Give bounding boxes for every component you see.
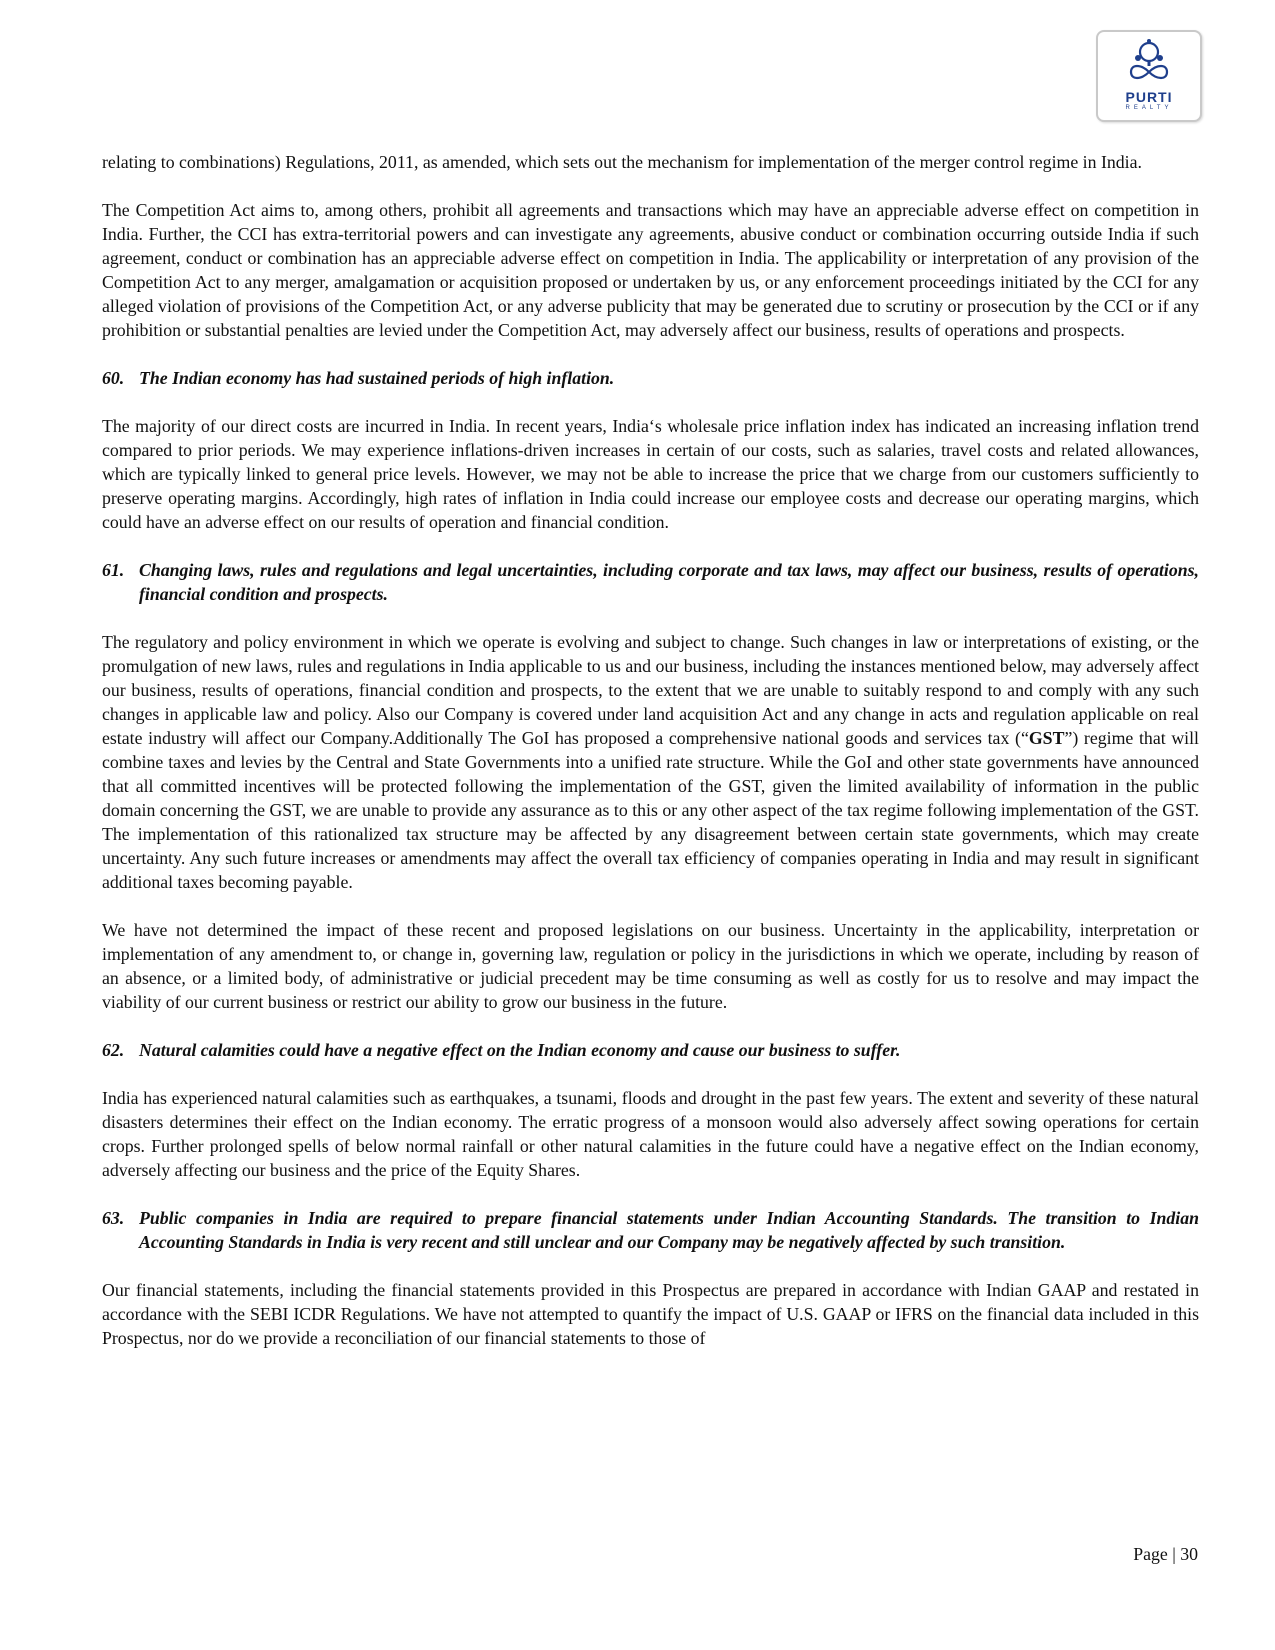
body-text: The regulatory and policy environment in which we operate is evolving and subject to change. Such changes in law or interpretations of existing, or the promulgation of new laws, rules and regulations in India applicable to us and our business, including the instances mentioned below, may adversely affect our business, results of operations, financial condition and prospects, to the extent that we are unable to suitably respond to and comply with any such changes in applicable law and policy. Also our Company is covered under land acquisition Act and any change in acts and regulation applicable on real estate industry will affect our Company.Additionally The GoI has proposed a comprehensive national goods and services tax (“ [102, 632, 1199, 748]
section-title: Changing laws, rules and regulations and legal uncertainties, including corporate and tax laws, may affect our business, results of operations, financial condition and prospects. [139, 560, 1199, 604]
purti-realty-logo-icon [1119, 36, 1179, 92]
section-heading-63 [102, 1206, 1199, 1254]
section-body-63: Our financial statements, including the financial statements provided in this Prospectus are prepared in accordance with Indian GAAP and restated in accordance with the SEBI ICDR Regulations. We have not attempted to quantify the impact of U.S. GAAP or IFRS on the financial data included in this Prospectus, nor do we provide a reconciliation of our financial statements to those of [102, 1280, 1199, 1348]
section-body-61 [102, 630, 1199, 894]
section-number: 63. [102, 1208, 125, 1228]
purti-realty-logo [1096, 30, 1202, 122]
paragraph-competition-act: The Competition Act aims to, among others, prohibit all agreements and transactions which may have an appreciable adverse effect on competition in India. Further, the CCI has extra-territorial powers and can investigate any agreements, abusive conduct or combination occurring outside India if such agreement, conduct or combination has an appreciable adverse effect on competition in India. The applicability or interpretation of any provision of the Competition Act to any merger, amalgamation or acquisition proposed or undertaken by us, or any enforcement proceedings initiated by the CCI for any alleged violation of provisions of the Competition Act, or any adverse publicity that may be generated due to scrutiny or prosecution by the CCI or if any prohibition or substantial penalties are levied under the Competition Act, may adversely affect our business, results of operations and prospects. [102, 200, 1199, 340]
paragraph-continuation: relating to combinations) Regulations, 2011, as amended, which sets out the mechanism for implementation of the merger control regime in India. [102, 152, 1142, 172]
logo-brand-text: PURTI [1125, 89, 1173, 105]
section-body-62: India has experienced natural calamities such as earthquakes, a tsunami, floods and drought in the past few years. The extent and severity of these natural disasters determines their effect on the Indian economy. The erratic progress of a monsoon would also adversely affect sowing operations for certain crops. Further prolonged spells of below normal rainfall or other natural calamities in the future could have a negative effect on the Indian economy, adversely affecting our business and the price of the Equity Shares. [102, 1088, 1199, 1180]
defined-term-gst: GST [1028, 728, 1065, 748]
body-text: ”) regime that will combine taxes and levies by the Central and State Governments into a unified rate structure. While the GoI and other state governments have announced that all committed incentives will be protected following the implementation of the GST, given the limited availability of information in the public domain concerning the GST, we are unable to provide any assurance as to this or any other aspect of the tax regime following implementation of the GST. The implementation of this rationalized tax structure may be affected by any disagreement between certain state governments, which may create uncertainty. Any such future increases or amendments may affect the overall tax efficiency of companies operating in India and may result in significant additional taxes becoming payable. [102, 728, 1199, 892]
logo-sub-text: REALTY [1125, 105, 1173, 111]
section-heading-61 [102, 558, 1199, 606]
section-number: 60. [102, 368, 125, 388]
page-number: Page | 30 [1133, 1544, 1198, 1564]
section-body-61-continued: We have not determined the impact of these recent and proposed legislations on our business. Uncertainty in the applicability, interpretation or implementation of any amendment to, or change in, governing law, regulation or policy in the jurisdictions in which we operate, including by reason of an absence, or a limited body, of administrative or judicial precedent may be time consuming as well as costly for us to resolve and may impact the viability of our current business or restrict our ability to grow our business in the future. [102, 920, 1199, 1012]
document-body [102, 150, 1199, 1374]
section-title: Natural calamities could have a negative effect on the Indian economy and cause our business to suffer. [139, 1040, 901, 1060]
section-number: 62. [102, 1040, 125, 1060]
section-body-60: The majority of our direct costs are incurred in India. In recent years, India‘s wholesale price inflation index has indicated an increasing inflation trend compared to prior periods. We may experience inflations-driven increases in certain of our costs, such as salaries, travel costs and related allowances, which are typically linked to general price levels. However, we may not be able to increase the price that we charge from our customers sufficiently to preserve operating margins. Accordingly, high rates of inflation in India could increase our employee costs and decrease our operating margins, which could have an adverse effect on our results of operation and financial condition. [102, 416, 1199, 532]
section-title: The Indian economy has had sustained periods of high inflation. [139, 368, 615, 388]
section-title: Public companies in India are required to prepare financial statements under Indian Accounting Standards. The transition to Indian Accounting Standards in India is very recent and still unclear and our Company may be negatively affected by such transition. [139, 1208, 1199, 1252]
section-heading-62 [102, 1038, 1199, 1062]
section-heading-60 [102, 366, 1199, 390]
section-number: 61. [102, 560, 125, 580]
